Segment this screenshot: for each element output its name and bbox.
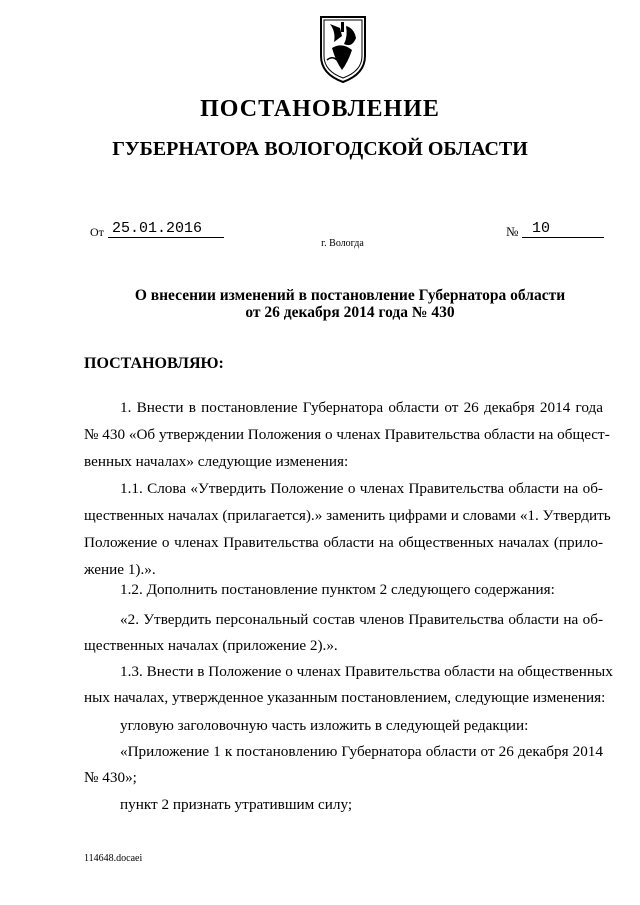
- body-line: угловую заголовочную часть изложить в следующей редакции:: [120, 717, 529, 734]
- body-line: щественных началах (приложение 2).».: [84, 637, 338, 654]
- footer-file-code: 114648.docaei: [84, 853, 143, 864]
- body-line: Положение о членах Правительства области на общественных началах (прило-: [84, 534, 603, 551]
- number-prefix: №: [506, 224, 519, 239]
- document-title: ПОСТАНОВЛЕНИЕ: [200, 96, 440, 122]
- body-line: № 430 «Об утверждении Положения о членах Правительства области на общест-: [84, 426, 610, 443]
- body-line: 1.2. Дополнить постановление пунктом 2 следующего содержания:: [120, 581, 555, 598]
- body-line: 1.1. Слова «Утвердить Положение о членах Правительства области на об-: [120, 480, 603, 497]
- body-line: № 430»;: [84, 769, 137, 786]
- city-label: г. Вологда: [321, 238, 364, 249]
- body-line: 1.3. Внести в Положение о членах Правительства области на общественных: [120, 663, 613, 680]
- body-line: «Приложение 1 к постановлению Губернатора области от 26 декабря 2014: [120, 743, 603, 760]
- date-prefix: От: [90, 225, 104, 239]
- document-date: 25.01.2016: [108, 221, 224, 238]
- body-line: венных началах» следующие изменения:: [84, 453, 349, 470]
- document-number: 10: [522, 221, 604, 238]
- body-line: жение 1).».: [84, 561, 156, 578]
- subject-line: от 26 декабря 2014 года № 430: [245, 304, 455, 321]
- subject-line: О внесении изменений в постановление Губернатора области: [134, 287, 566, 304]
- document-subtitle: ГУБЕРНАТОРА ВОЛОГОДСКОЙ ОБЛАСТИ: [112, 138, 528, 160]
- body-line: 1. Внести в постановление Губернатора области от 26 декабря 2014 года: [120, 399, 603, 416]
- resolve-heading: ПОСТАНОВЛЯЮ:: [84, 355, 224, 372]
- vologda-coat-of-arms-icon: [318, 14, 368, 84]
- body-line: пункт 2 признать утратившим силу;: [120, 796, 353, 813]
- body-line: «2. Утвердить персональный состав членов Правительства области на об-: [120, 611, 603, 628]
- body-line: щественных началах (прилагается).» заменить цифрами и словами «1. Утвердить: [84, 507, 611, 524]
- body-line: ных началах, утвержденное указанным постановлением, следующие изменения:: [84, 689, 606, 706]
